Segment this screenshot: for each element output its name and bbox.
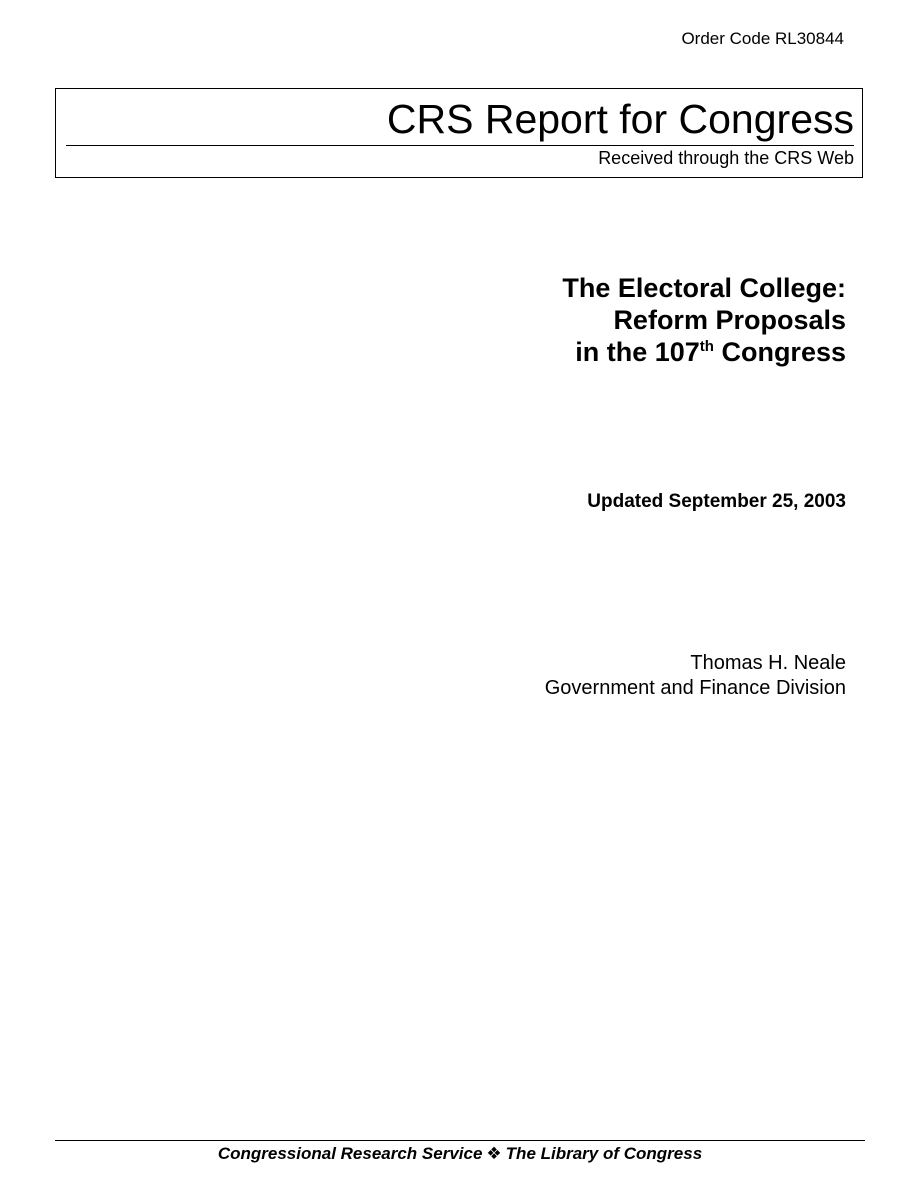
title-line-3-suffix: Congress — [713, 337, 846, 367]
header-divider — [66, 145, 854, 146]
header-title: CRS Report for Congress — [386, 96, 854, 142]
updated-date: Updated September 25, 2003 — [587, 491, 846, 512]
order-code: Order Code RL30844 — [681, 29, 844, 48]
title-line-3-prefix: in the 107 — [575, 337, 700, 367]
header-subtitle: Received through the CRS Web — [598, 148, 854, 168]
report-title — [562, 272, 846, 368]
title-line-3 — [562, 336, 846, 368]
title-line-2: Reform Proposals — [613, 305, 846, 335]
author-block — [545, 651, 846, 701]
footer-divider — [55, 1140, 865, 1141]
author-division: Government and Finance Division — [544, 677, 846, 699]
footer — [0, 1143, 920, 1165]
footer-right: The Library of Congress — [505, 1144, 703, 1163]
title-line-1: The Electoral College: — [562, 273, 846, 303]
footer-left: Congressional Research Service — [217, 1144, 483, 1163]
diamond-separator-icon: ❖ — [486, 1144, 502, 1163]
report-header-box — [55, 88, 863, 178]
title-ordinal-suffix: th — [699, 338, 714, 355]
author-name: Thomas H. Neale — [690, 652, 846, 674]
